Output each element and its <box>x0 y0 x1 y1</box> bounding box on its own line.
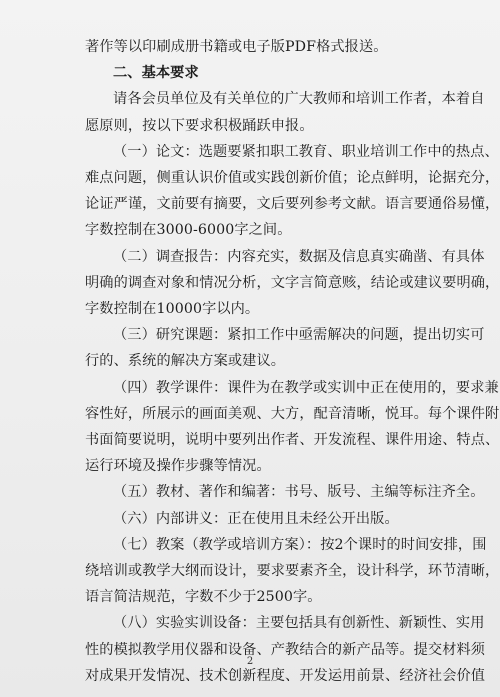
text-line: 容性好，所展示的画面美观、大方，配音清晰，悦耳。每个课件附 <box>85 405 500 422</box>
text-line: （一）论文：选题要紧扣职工教育、职业培训工作中的热点、 <box>113 143 499 160</box>
text-line: 难点问题，侧重认识价值或实践创新价值；论点鲜明，论据充分， <box>85 170 500 187</box>
text-line: 字数控制在10000字以内。 <box>85 301 260 318</box>
text-line: （二）调查报告：内容充实，数据及信息真实确凿、有具体 <box>113 248 485 265</box>
text-line: （七）教案（教学或培训方案）：按2个课时的时间安排，围 <box>113 536 487 553</box>
text-line: （五）教材、著作和编著：书号、版号、主编等标注齐全。 <box>113 484 485 501</box>
text-line: 字数控制在3000-6000字之间。 <box>85 222 292 239</box>
text-line: （四）教学课件：课件为在教学或实训中正在使用的，要求兼 <box>113 379 499 396</box>
text-line: 愿原则，按以下要求积极踊跃申报。 <box>85 117 314 134</box>
text-line: 语言简洁规范，字数不少于2500字。 <box>85 589 322 606</box>
text-line: （八）实验实训设备：主要包括具有创新性、新颖性、实用 <box>113 615 485 632</box>
document-body <box>85 34 500 689</box>
page-number: 2 <box>246 656 254 667</box>
text-line: 请各会员单位及有关单位的广大教师和培训工作者，本着自 <box>113 91 485 108</box>
text-line: 行的、系统的解决方案或建议。 <box>85 353 286 370</box>
text-line: 论证严谨，文前要有摘要，文后要列参考文献。语言要通俗易懂， <box>85 196 500 213</box>
text-line: 对成果开发情况、技术创新程度、开发运用前景、经济社会价值 <box>85 667 486 684</box>
text-line: （三）研究课题：紧扣工作中亟需解决的问题，提出切实可 <box>113 327 485 344</box>
text-line: 性的模拟教学用仪器和设备、产教结合的新产品等。提交材料须 <box>85 641 486 658</box>
section-heading: 二、基本要求 <box>113 65 199 82</box>
text-line: 运行环境及操作步骤等情况。 <box>85 458 271 475</box>
text-line: （六）内部讲义：正在使用且未经公开出版。 <box>113 510 399 527</box>
text-line: 明确的调查对象和情况分析，文字言简意赅，结论或建议要明确， <box>85 274 500 291</box>
text-line: 书面简要说明，说明中要列出作者、开发流程、课件用途、特点、 <box>85 432 500 449</box>
text-line: 绕培训或教学大纲而设计，要求要素齐全，设计科学，环节清晰， <box>85 563 500 580</box>
text-line: 著作等以印刷成册书籍或电子版PDF格式报送。 <box>85 39 388 55</box>
